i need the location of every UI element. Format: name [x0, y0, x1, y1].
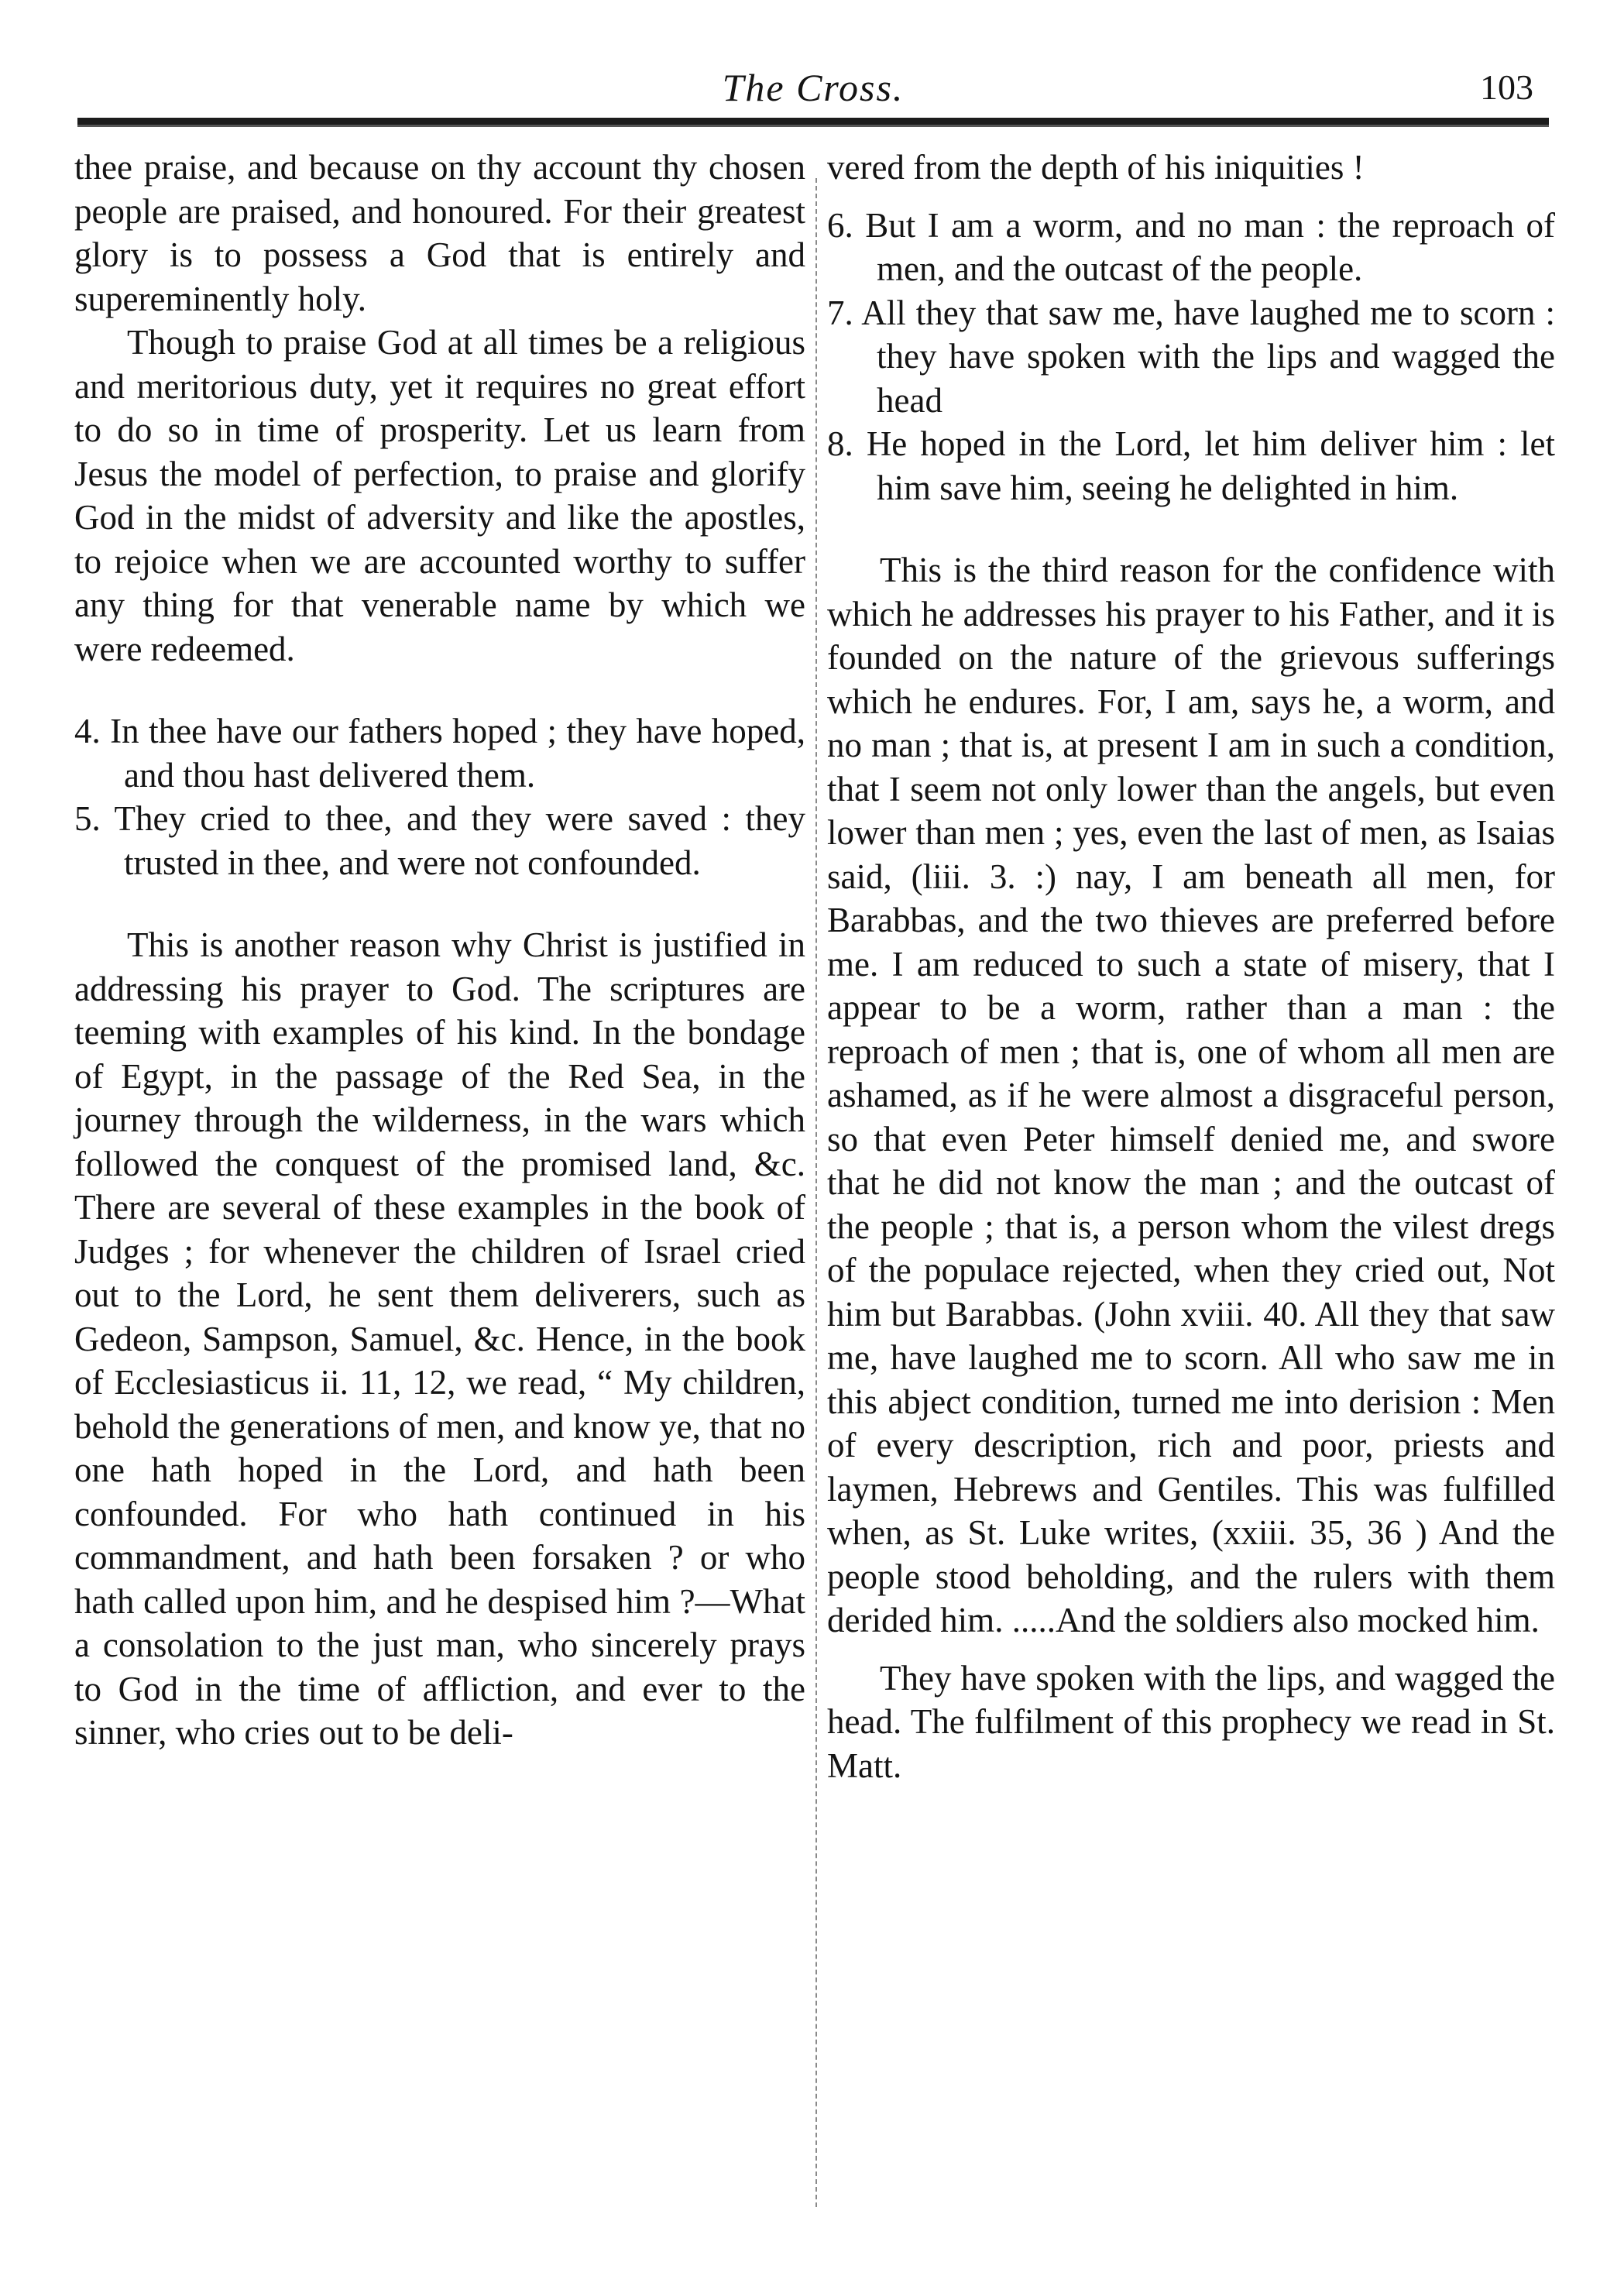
column-divider: [815, 178, 817, 2207]
paragraph: This is the third reason for the confidence with which he addresses his prayer to his Father, and it is founded on the nature of the grievous sufferings which he endures. For, I am, says he, a worm, and no man ; that is, at present I am in such a condition, that I seem not only lower than the angels, but even lower than men ; yes, even the last of men, as Isaias said, (liii. 3. :) nay, I am beneath all men, for Barabbas, and the two thieves are preferred before me. I am reduced to such a state of misery, that I appear to be a worm, rather than a man : the reproach of men ; that is, one of whom all men are ashamed, as if he were almost a disgraceful person, so that even Peter himself denied me, and swore that he did not know the man ; and the outcast of the people ; that is, a person whom the vilest dregs of the populace rejected, when they cried out, Not him but Barabbas. (John xviii. 40. All they that saw me, have laughed me to scorn. All who saw me in this abject condition, turned me into derision : Men of every description, rich and poor, priests and laymen, Hebrews and Gentiles. This was fulfilled when, as St. Luke writes, (xxiii. 35, 36 ) And the people stood beholding, and the rulers with them derided him. .....And the soldiers also mocked him.: [827, 551, 1555, 1639]
spacer: [74, 671, 805, 709]
paragraph: thee praise, and because on thy account thy chosen people are praised, and honoured. For their greatest glory is to possess a God that is entirely and supereminently holy.: [74, 148, 805, 318]
paragraph: Though to praise God at all times be a religious and meritorious duty, yet it requires no great effort to do so in time of prosperity. Let us learn from Jesus the model of perfection, to praise and glorify God in the midst of adversity and like the apostles, to rejoice when we are accounted worthy to suffer any thing for that venerable name by which we were redeemed.: [74, 323, 805, 668]
verse-4: 4. In thee have our fathers hoped ; they have hoped, and thou hast delivered them.: [74, 712, 805, 795]
left-column: [74, 146, 805, 1755]
spacer: [74, 884, 805, 923]
running-title: The Cross.: [722, 66, 905, 109]
verse-8: 8. He hoped in the Lord, let him deliver him : let him save him, seeing he delighted in him.: [827, 424, 1555, 507]
header-rule: [77, 118, 1549, 127]
page-number: 103: [1480, 67, 1533, 107]
verse-6: 6. But I am a worm, and no man : the reproach of men, and the outcast of the people.: [827, 205, 1555, 288]
paragraph: They have spoken with the lips, and wagged the head. The fulfilment of this prophecy we read in St. Matt.: [827, 1658, 1555, 1785]
paragraph: This is another reason why Christ is justified in addressing his prayer to God. The scriptures are teeming with examples of his kind. In the bondage of Egypt, in the passage of the Red Sea, in the journey through the wilderness, in the wars which followed the conquest of the promised land, &c. There are several of these examples in the book of Judges ; for whenever the children of Israel cried out to the Lord, he sent them deliverers, such as Gedeon, Sampson, Samuel, &c. Hence, in the book of Ecclesiasticus ii. 11, 12, we read, “ My children, behold the generations of men, and know ye, that no one hath hoped in the Lord, and hath been confounded. For who hath continued in his commandment, and hath been forsaken ? or who hath called upon him, and he despised him ?—What a consolation to the just man, who sincerely prays to God in the time of affliction, and ever to the sinner, who cries out to be deli-: [74, 925, 805, 1752]
running-head: [77, 60, 1549, 115]
right-column: [827, 146, 1555, 1787]
spacer: [827, 510, 1555, 548]
spacer: [827, 190, 1555, 204]
verse-7: 7. All they that saw me, have laughed me to scorn : they have spoken with the lips and wagged the head: [827, 293, 1555, 420]
spacer: [827, 1643, 1555, 1656]
paragraph: vered from the depth of his iniquities !: [827, 148, 1365, 187]
verse-5: 5. They cried to thee, and they were saved : they trusted in thee, and were not confounded.: [74, 799, 805, 882]
